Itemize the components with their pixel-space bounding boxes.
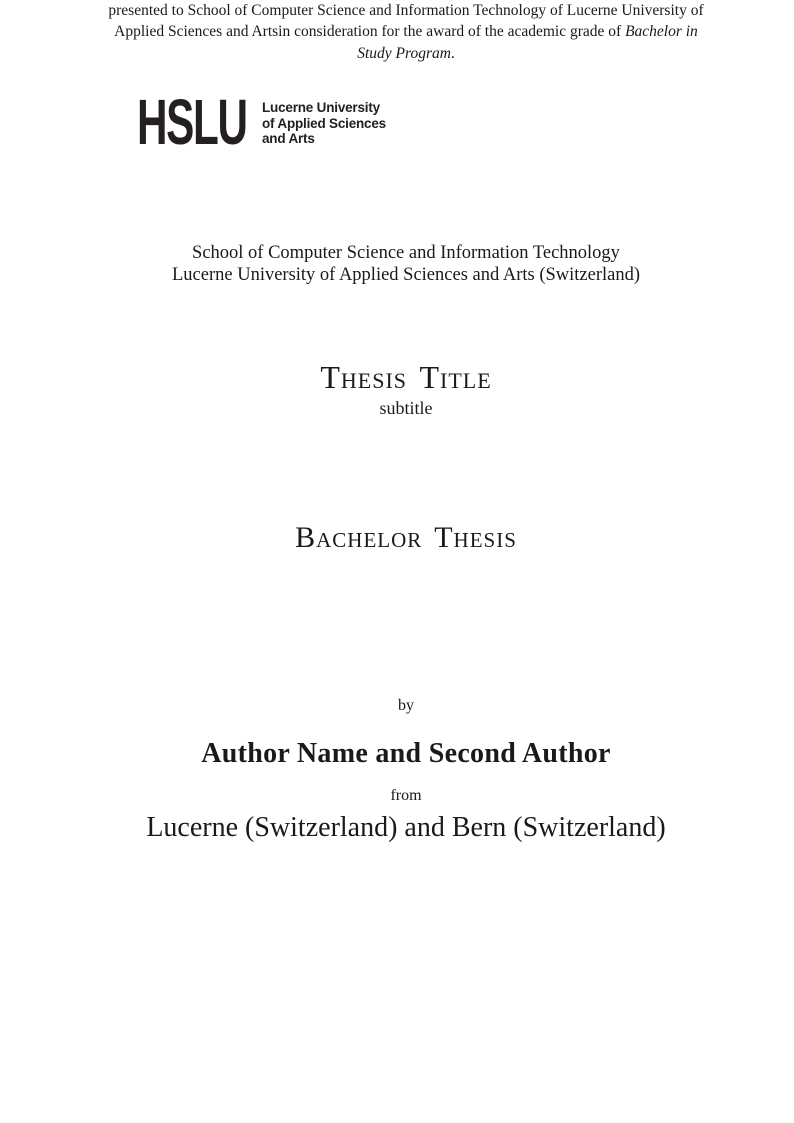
thesis-title: Thesis Title <box>320 359 492 395</box>
description-text: presented to School of Computer Science and Information Technology of Lucerne University of Applied Sciences and Artsin consideration for the award of the academic grade of <box>108 2 704 41</box>
institution-university-line: Lucerne University of Applied Sciences and Arts (Switzerland) <box>171 264 641 285</box>
author-origin: Lucerne (Switzerland) and Bern (Switzerland) <box>146 812 666 843</box>
hslu-logo-text <box>262 100 386 147</box>
author-names: Author Name and Second Author <box>201 738 611 769</box>
institution-school-line: School of Computer Science and Information Technology <box>192 243 620 263</box>
by-label: by <box>398 697 414 714</box>
hslu-logo <box>137 86 386 158</box>
thesis-description <box>0 0 794 64</box>
degree-name-italic: Bachelor in Study Program <box>357 23 698 62</box>
from-label: from <box>390 787 422 804</box>
logo-text-line-3: and Arts <box>262 131 315 147</box>
logo-text-line-1: Lucerne University <box>262 100 380 115</box>
hslu-wordmark: HSLU <box>137 86 247 158</box>
thesis-type-heading: Bachelor Thesis <box>295 521 517 554</box>
institution-block <box>18 243 794 286</box>
description-period: . <box>450 44 455 62</box>
logo-text-line-2: of Applied Sciences <box>262 115 386 131</box>
thesis-subtitle: subtitle <box>379 398 433 418</box>
